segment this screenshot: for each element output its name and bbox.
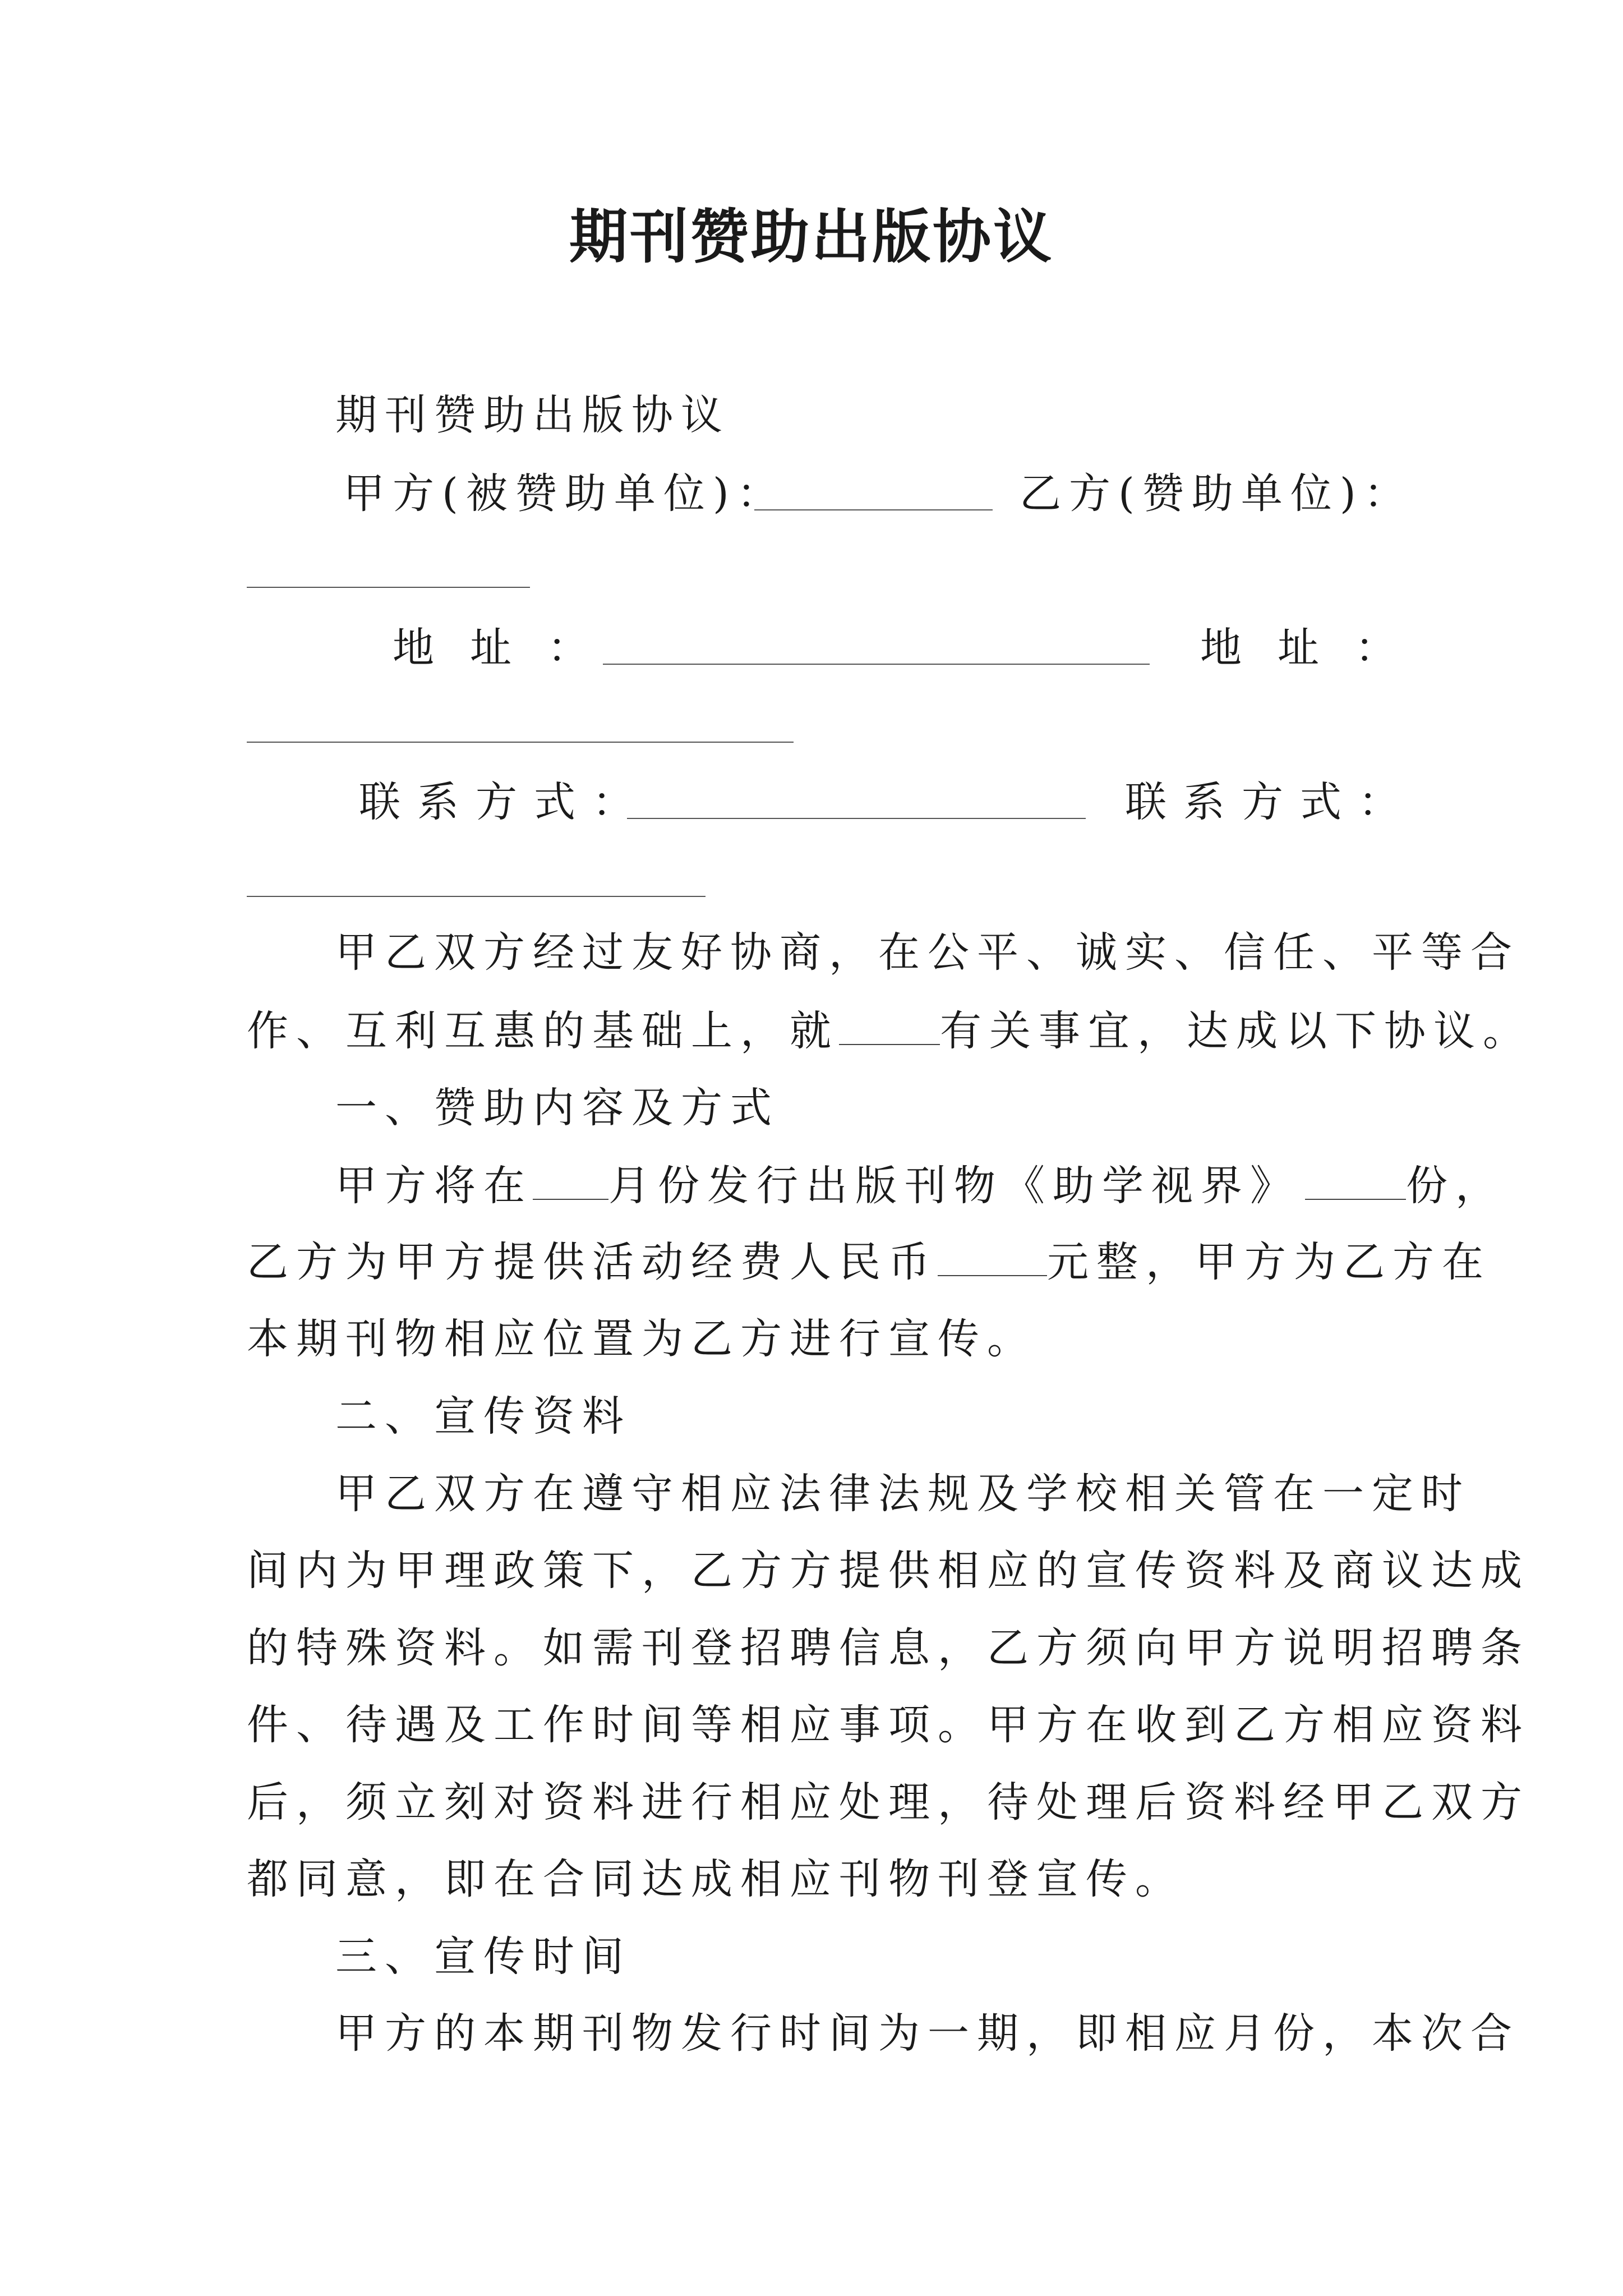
document-subtitle: 期刊赞助出版协议	[335, 391, 730, 439]
section-2-line-4: 件、待遇及工作时间等相应事项。甲方在收到乙方相应资料	[247, 1701, 1530, 1749]
s1-line-1c: 份，	[1406, 1162, 1505, 1210]
party-a-blank	[754, 509, 993, 510]
intro-line-1: 甲乙双方经过友好协商，在公平、诚实、信任、平等合	[335, 928, 1520, 977]
section-3-line-1: 甲方的本期刊物发行时间为一期，即相应月份，本次合	[335, 2009, 1520, 2058]
address-a-label: 地址：	[393, 624, 625, 672]
month-blank	[533, 1159, 608, 1200]
contact-a-blank	[627, 818, 1086, 819]
section-1-line-1	[335, 1158, 1505, 1214]
contact-b-label: 联系方式：	[1125, 778, 1417, 826]
topic-blank	[839, 1005, 940, 1045]
intro-line-2	[247, 1003, 1532, 1059]
document-title: 期刊赞助出版协议	[569, 202, 1054, 271]
amount-blank	[938, 1236, 1047, 1276]
s1-line-1b: 月份发行出版刊物《助学视界》	[608, 1162, 1299, 1210]
section-3-heading: 三、宣传时间	[335, 1932, 631, 1981]
address-b-label: 地址：	[1200, 624, 1432, 672]
intro-line-2a: 作、互利互惠的基础上，就	[247, 1007, 839, 1055]
s1-line-2a: 乙方为甲方提供活动经费人民币	[247, 1238, 938, 1286]
section-1-heading: 一、赞助内容及方式	[335, 1084, 780, 1132]
intro-line-2b: 有关事宜，达成以下协议。	[940, 1007, 1532, 1055]
s1-line-2b: 元整，甲方为乙方在	[1047, 1238, 1491, 1286]
section-2-line-3: 的特殊资料。如需刊登招聘信息，乙方须向甲方说明招聘条	[247, 1624, 1530, 1672]
party-b-blank	[247, 587, 530, 588]
section-2-line-6: 都同意，即在合同达成相应刊物刊登宣传。	[247, 1855, 1184, 1903]
copies-blank	[1305, 1159, 1406, 1200]
section-2-heading: 二、宣传资料	[335, 1392, 631, 1441]
section-2-line-2: 间内为甲理政策下，乙方方提供相应的宣传资料及商议达成	[247, 1547, 1530, 1595]
contact-b-blank	[247, 896, 706, 897]
contact-a-label: 联系方式：	[359, 778, 651, 826]
section-2-line-1: 甲乙双方在遵守相应法律法规及学校相关管在一定时	[335, 1470, 1470, 1518]
section-1-line-2	[247, 1234, 1491, 1290]
s1-line-1a: 甲方将在	[335, 1162, 533, 1210]
address-b-blank	[247, 742, 794, 743]
address-a-blank	[603, 664, 1150, 665]
section-2-line-5: 后，须立刻对资料进行相应处理，待处理后资料经甲乙双方	[247, 1778, 1530, 1826]
party-b-label: 乙方(赞助单位)：	[1020, 470, 1413, 518]
section-1-line-3: 本期刊物相应位置为乙方进行宣传。	[247, 1315, 1036, 1363]
party-a-label: 甲方(被赞助单位)：	[343, 470, 786, 518]
